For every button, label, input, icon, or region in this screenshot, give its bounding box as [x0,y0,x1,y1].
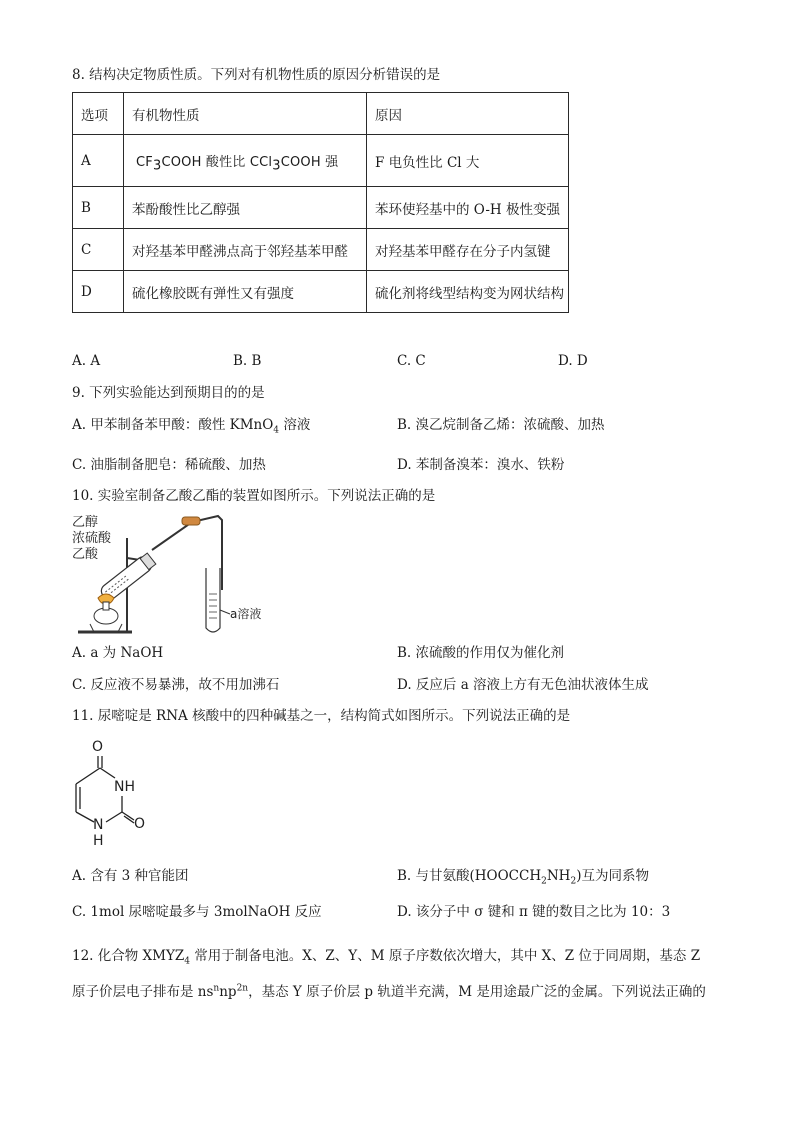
q8-choice-b[interactable]: B. B [233,353,262,369]
table-row [73,135,569,187]
q11-choice-b[interactable]: B. 与甘氨酸$(HOOCCH_2NH_2)$互为同系物 [397,868,649,887]
q8-choice-a[interactable]: A. A [72,353,101,369]
atom-h-bottom: H [93,833,104,849]
q10-stem: 10. 实验室制备乙酸乙酯的装置如图所示。下列说法正确的是 [72,488,436,504]
uracil-structure-figure [68,734,158,850]
row-option: C [73,229,124,271]
q12-stem-line1: 12. 化合物 $XMYZ_4$ 常用于制备电池。X、Z、Y、M 原子序数依次增大，其中 X、Z 位于同周期，基态 Z [72,948,701,967]
row-reason: 苯环使羟基中的 O-H 极性变强 [367,187,569,229]
q10-choice-c[interactable]: C. 反应液不易暴沸，故不用加沸石 [72,677,280,693]
q8-stem: 8. 结构决定物质性质。下列对有机物性质的原因分析错误的是 [72,67,441,83]
q10-choice-d[interactable]: D. 反应后 a 溶液上方有无色油状液体生成 [397,677,649,693]
row-property: 对羟基苯甲醛沸点高于邻羟基苯甲醛 [124,229,367,271]
row-reason: 对羟基苯甲醛存在分子内氢键 [367,229,569,271]
label-a-solution: a溶液 [230,607,262,621]
q11-stem: 11. 尿嘧啶是 RNA 核酸中的四种碱基之一，结构简式如图所示。下列说法正确的是 [72,708,571,724]
q9-stem: 9. 下列实验能达到预期目的的是 [72,385,265,401]
table-row [73,271,569,313]
label-ethanol: 乙醇 [72,515,99,530]
ester-apparatus-figure [70,510,310,638]
header-option: 选项 [73,93,124,135]
row-reason: 硫化剂将线型结构变为网状结构 [367,271,569,313]
q12-stem-line2: 原子价层电子排布是 $ns^nnp^{2n}$，基态 Y 原子价层 p 轨道半充满，M 是用途最广泛的金属。下列说法正确的 [72,983,706,1000]
atom-nh: NH [114,779,135,795]
q9-choice-c[interactable]: C. 油脂制备肥皂：稀硫酸、加热 [72,457,266,473]
q11-choice-d[interactable]: D. 该分子中 σ 键和 π 键的数目之比为 10：3 [397,904,671,920]
table-row [73,229,569,271]
header-reason: 原因 [367,93,569,135]
row-option: A [73,135,124,187]
atom-o-top: O [92,739,104,755]
q8-choice-d[interactable]: D. D [558,353,588,369]
q8-table [72,92,569,313]
q10-choice-b[interactable]: B. 浓硫酸的作用仅为催化剂 [397,645,565,661]
q8-choice-c[interactable]: C. C [397,353,426,369]
q9-choice-b[interactable]: B. 溴乙烷制备乙烯：浓硫酸、加热 [397,417,605,433]
q9-choice-a[interactable]: A. 甲苯制备苯甲酸：酸性 KMnO$_4$ 溶液 [72,417,311,436]
header-property: 有机物性质 [124,93,367,135]
row-option: B [73,187,124,229]
row-property: 苯酚酸性比乙醇强 [124,187,367,229]
q10-choice-a[interactable]: A. a 为 NaOH [72,645,164,661]
table-header-row [73,93,569,135]
label-acetic-acid: 乙酸 [72,547,99,562]
atom-n-bottom: N [93,817,104,833]
row-reason: F 电负性比 Cl 大 [367,135,569,187]
row-property: 硫化橡胶既有弹性又有强度 [124,271,367,313]
row-option: D [73,271,124,313]
row-property: $CF_3COOH$ 酸性比 CCl$_3$COOH 强 [124,135,367,187]
q9-choice-d[interactable]: D. 苯制备溴苯：溴水、铁粉 [397,457,565,473]
q11-choice-c[interactable]: C. 1mol 尿嘧啶最多与 3molNaOH 反应 [72,904,322,920]
label-sulfuric-acid: 浓硫酸 [72,531,112,546]
table-row [73,187,569,229]
atom-o-right: O [134,816,146,832]
q11-choice-a[interactable]: A. 含有 3 种官能团 [72,868,189,884]
